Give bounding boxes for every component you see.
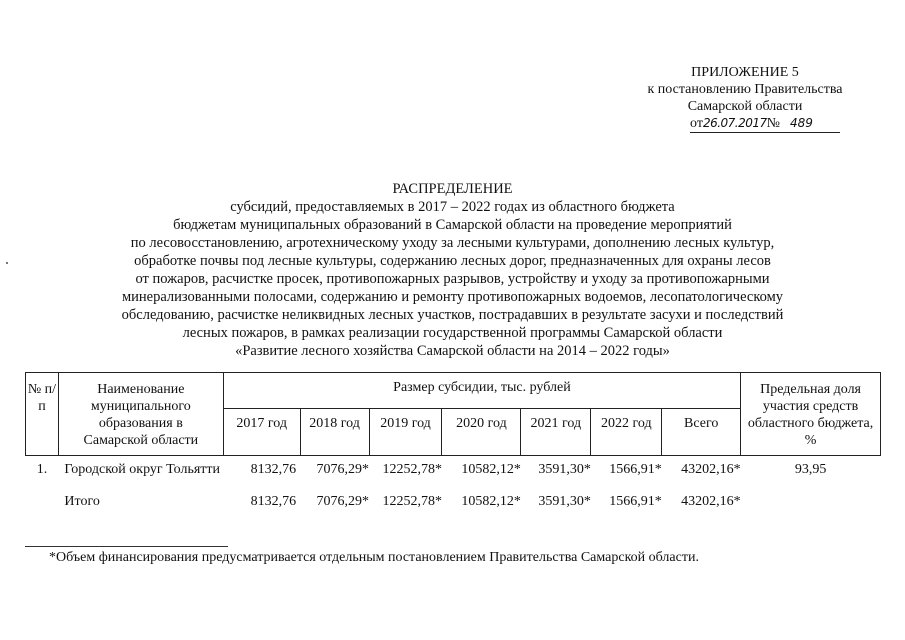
annex-from-label: от xyxy=(690,116,703,131)
table-row xyxy=(26,456,881,480)
annex-handwritten-date: 26.07.2017 xyxy=(702,116,767,130)
title-line: «Развитие лесного хозяйства Самарской области на 2014 – 2022 годы» xyxy=(235,343,670,359)
title-line: обработке почвы под лесные культуры, содержанию лесных дорог, предназначенных для охраны лесов xyxy=(134,253,771,269)
title-line: бюджетам муниципальных образований в Самарской области на проведение мероприятий xyxy=(173,217,732,233)
annex-number-label: № xyxy=(766,116,781,131)
annex-subtitle: к постановлению Правительства xyxy=(647,82,843,97)
header-year: 2017 год xyxy=(223,409,300,456)
row-value: 3591,30* xyxy=(538,462,591,477)
header-year: 2020 год xyxy=(442,409,521,456)
row-name: Городской округ Тольятти xyxy=(64,462,221,477)
total-value: 10582,12* xyxy=(461,494,521,509)
total-value: 7076,29* xyxy=(316,494,370,509)
header-name: Наименование муниципального образования в Самарской области xyxy=(58,373,223,456)
total-value: 3591,30* xyxy=(538,494,591,509)
header-total: Всего xyxy=(662,409,741,456)
header-year: 2019 год xyxy=(369,409,442,456)
title-heading: РАСПРЕДЕЛЕНИЕ xyxy=(392,181,513,197)
row-num: 1. xyxy=(36,462,48,477)
row-share: 93,95 xyxy=(794,462,827,477)
title-line: обследованию, расчистке неликвидных лесных участков, пострадавших в результате засухи и последствий xyxy=(121,307,784,323)
header-year: 2022 год xyxy=(591,409,662,456)
document-title xyxy=(0,180,905,360)
footnote-divider xyxy=(25,546,228,547)
header-num: № п/п xyxy=(26,373,59,456)
footnote: *Объем финансирования предусматривается отдельным постановлением Правительства Самарской области. xyxy=(49,550,699,565)
title-line: от пожаров, расчистке просек, противопожарных разрывов, устройству и уходу за противопожарными xyxy=(135,271,770,287)
annex-region: Самарской области xyxy=(687,99,803,114)
table-total-row xyxy=(26,479,881,510)
row-value: 12252,78* xyxy=(382,462,442,477)
row-value: 1566,91* xyxy=(609,462,662,477)
annex-block xyxy=(620,64,870,133)
annex-date-number xyxy=(690,115,840,133)
total-grand: 43202,16* xyxy=(681,494,741,509)
row-value: 10582,12* xyxy=(461,462,521,477)
total-label: Итого xyxy=(64,494,100,509)
title-line: по лесовосстановлению, агротехническому уходу за лесными культурами, дополнению лесных культур, xyxy=(130,235,775,251)
header-share: Предельная доля участия средств областного бюджета, % xyxy=(741,373,881,456)
title-line: субсидий, предоставляемых в 2017 – 2022 годах из областного бюджета xyxy=(230,199,675,215)
subsidy-table xyxy=(25,372,881,510)
row-value: 7076,29* xyxy=(316,462,370,477)
title-line: минерализованными полосами, содержанию и ремонту противопожарных водоемов, лесопатологическому xyxy=(121,289,784,305)
total-value: 12252,78* xyxy=(382,494,442,509)
annex-handwritten-number: 489 xyxy=(790,116,813,130)
row-value: 8132,76 xyxy=(250,462,297,477)
row-total: 43202,16* xyxy=(681,462,741,477)
total-value: 8132,76 xyxy=(250,494,297,509)
header-subsidy: Размер субсидии, тыс. рублей xyxy=(223,373,740,409)
header-year: 2021 год xyxy=(521,409,591,456)
annex-title: ПРИЛОЖЕНИЕ 5 xyxy=(691,65,799,80)
title-line: лесных пожаров, в рамках реализации государственной программы Самарской области xyxy=(182,325,723,341)
header-year: 2018 год xyxy=(300,409,369,456)
total-value: 1566,91* xyxy=(609,494,662,509)
